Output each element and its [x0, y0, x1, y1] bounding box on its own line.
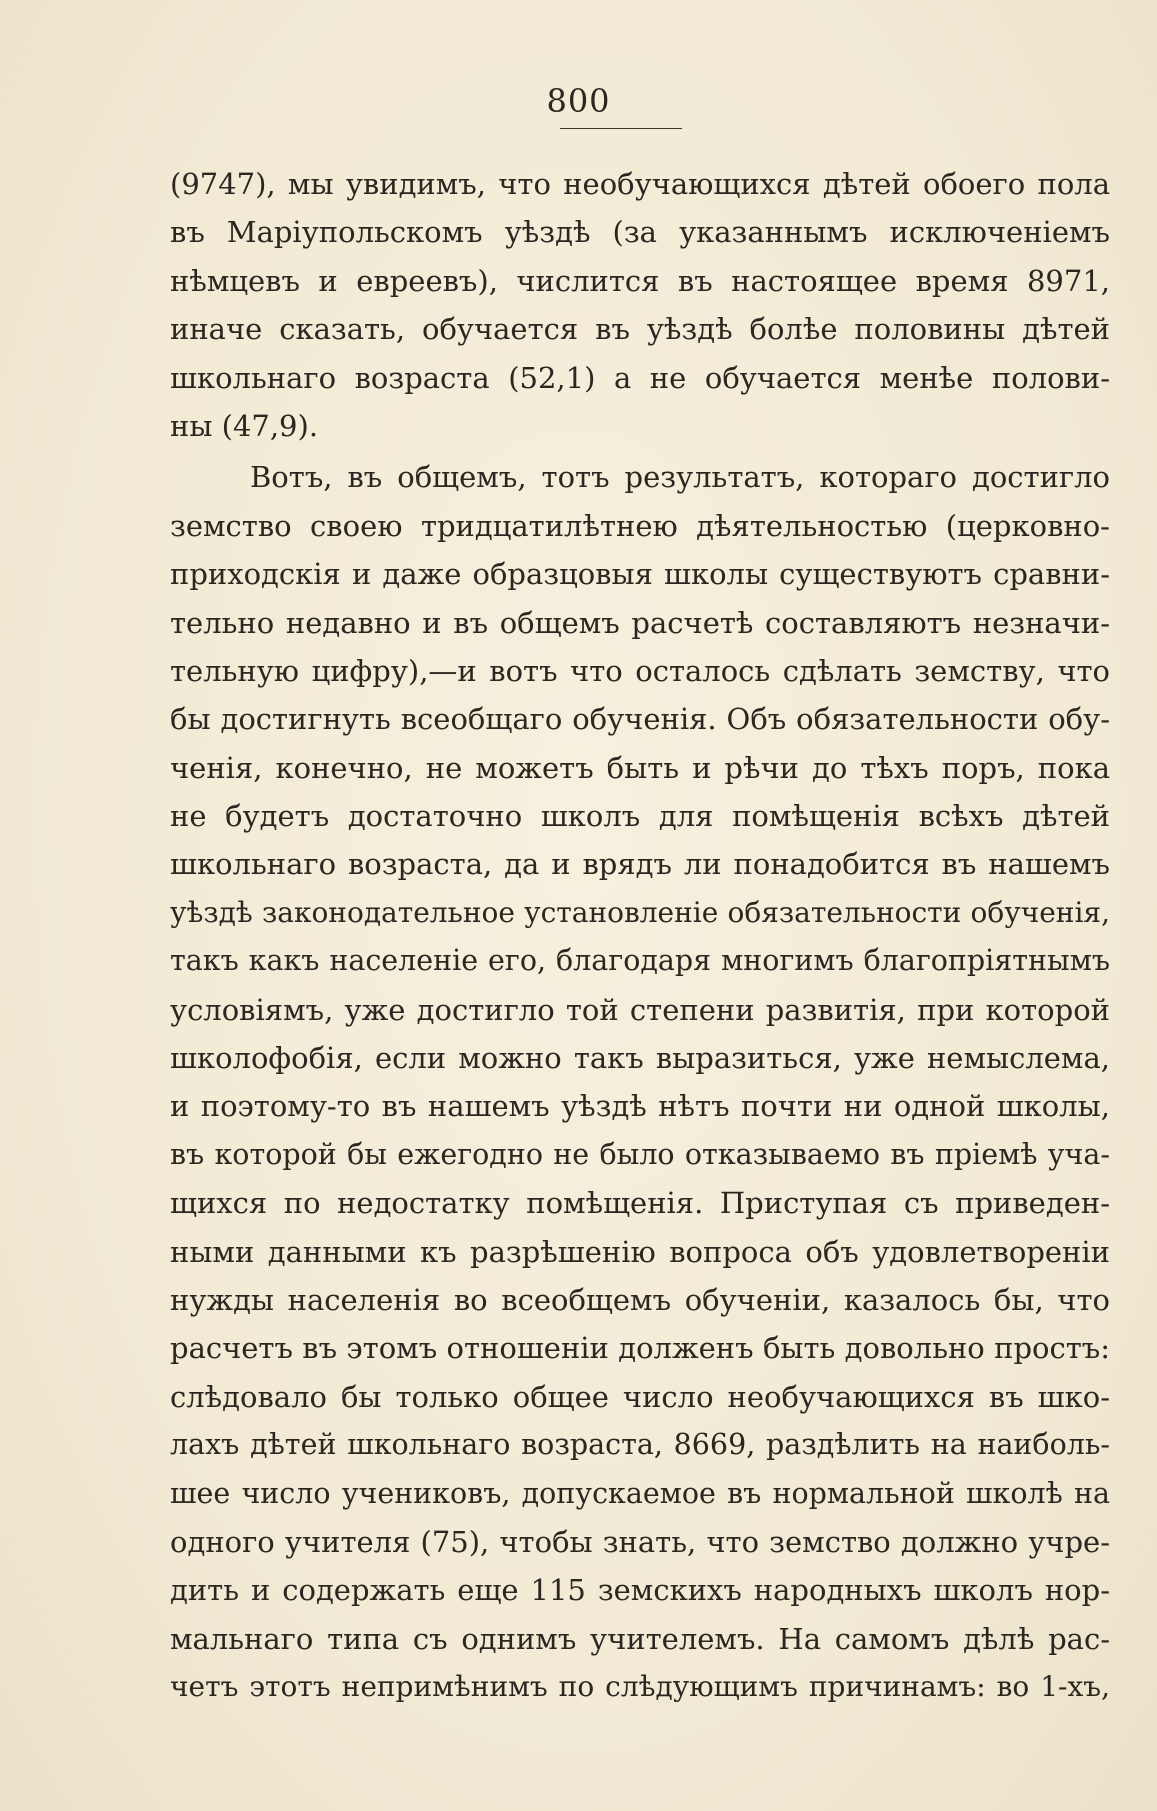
text-line: ны (47,9).: [170, 408, 319, 443]
text-line: условіямъ, уже достигло той степени развитія, при которой: [170, 992, 1110, 1027]
text-line: (9747), мы увидимъ, что необучающихся дѣтей обоего пола: [170, 167, 1110, 201]
text-line: иначе сказать, обучается въ уѣздѣ болѣе половины дѣтей: [170, 312, 1110, 347]
header-rule: [560, 128, 682, 129]
text-line: въ Маріупольскомъ уѣздѣ (за указаннымъ исключеніемъ: [170, 215, 1110, 250]
text-line: четъ этотъ непримѣнимъ по слѣдующимъ причинамъ: во 1-хъ,: [170, 1670, 1110, 1704]
text-line: лахъ дѣтей школьнаго возраста, 8669, раздѣлить на наиболь-: [170, 1428, 1110, 1462]
text-line: школьнаго возраста, да и врядъ ли понадобится въ нашемъ: [170, 847, 1110, 882]
text-line: ными данными къ разрѣшенію вопроса объ удовлетвореніи: [170, 1234, 1110, 1269]
text-line: нужды населенія во всеобщемъ обученіи, казалось бы, что: [170, 1282, 1110, 1317]
text-line: не будетъ достаточно школъ для помѣщенія всѣхъ дѣтей: [170, 799, 1110, 834]
text-line: щихся по недостатку помѣщенія. Приступая съ приведен-: [170, 1186, 1110, 1221]
text-line: земство своею тридцатилѣтнею дѣятельностью (церковно-: [170, 508, 1110, 543]
text-line: дить и содержать еще 115 земскихъ народныхъ школъ нор-: [170, 1573, 1110, 1608]
text-line: и поэтому-то въ нашемъ уѣздѣ нѣтъ почти ни одной школы,: [170, 1089, 1110, 1124]
text-line: расчетъ въ этомъ отношеніи долженъ быть довольно простъ:: [170, 1331, 1110, 1366]
body-text: [170, 160, 1110, 1712]
text-line: слѣдовало бы только общее число необучающихся въ шко-: [170, 1379, 1110, 1414]
text-line: такъ какъ населеніе его, благодаря многимъ благопріятнымъ: [170, 944, 1110, 978]
text-line: ченія, конечно, не можетъ быть и рѣчи до тѣхъ поръ, пока: [170, 750, 1110, 785]
page-number: 800: [546, 82, 611, 120]
text-line: одного учителя (75), чтобы знать, что земство должно учре-: [170, 1524, 1110, 1559]
text-line: приходскія и даже образцовыя школы существуютъ сравни-: [170, 557, 1110, 592]
text-line: нѣмцевъ и евреевъ), числится въ настоящее время 8971,: [170, 263, 1110, 298]
text-line: тельную цифру),—и вотъ что осталось сдѣлать земству, что: [170, 653, 1110, 688]
text-line: тельно недавно и въ общемъ расчетѣ составляютъ незначи-: [170, 605, 1110, 640]
text-line: школофобія, если можно такъ выразиться, уже немыслема,: [170, 1041, 1110, 1076]
text-line: бы достигнуть всеобщаго обученія. Объ обязательности обу-: [170, 702, 1110, 737]
text-line: уѣздѣ законодательное установленіе обязательности обученія,: [170, 895, 1110, 929]
text-line: мальнаго типа съ однимъ учителемъ. На самомъ дѣлѣ рас-: [170, 1621, 1110, 1656]
text-line: шее число учениковъ, допускаемое въ нормальной школѣ на: [170, 1476, 1110, 1510]
text-line: школьнаго возраста (52,1) а не обучается менѣе полови-: [170, 360, 1110, 395]
text-line: Вотъ, въ общемъ, тотъ результатъ, котораго достигло: [250, 460, 1110, 495]
text-line: въ которой бы ежегодно не было отказываемо въ пріемѣ уча-: [170, 1137, 1110, 1171]
